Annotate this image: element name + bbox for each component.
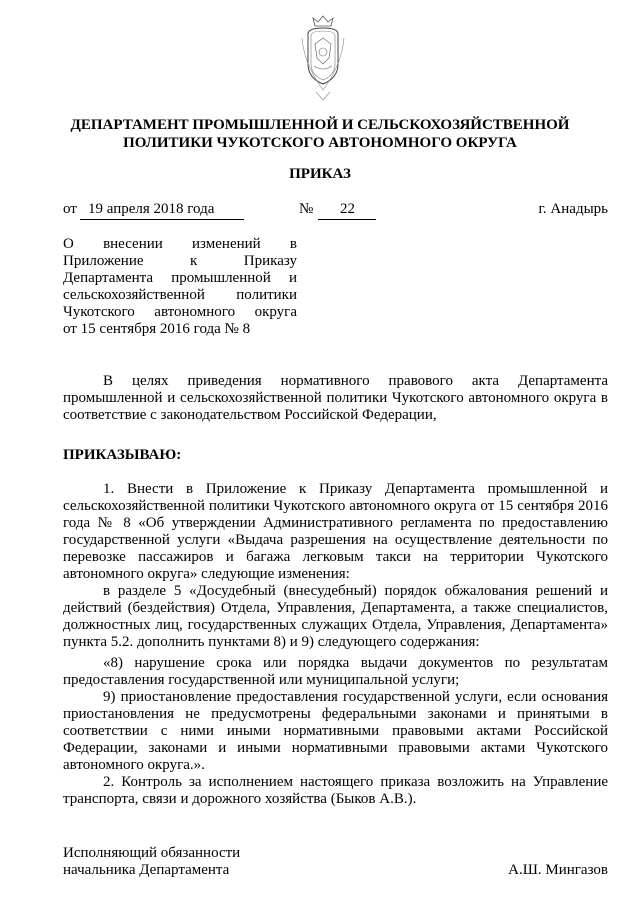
subject-line: сельскохозяйственной политики [63,287,297,303]
date-value: 19 апреля 2018 года [88,201,215,217]
order-item-1: 1. Внести в Приложение к Приказу Департамента промышленной и сельскохозяйственной политики Чукотского автономного округа от 15 сентября 2016 года № 8 «Об утверждении Административного регламента по предоставлению государственной услуги «Выдача разрешения на осуществление деятельности по перевозке пассажиров и багажа легковым такси на территории Чукотского автономного округа» следующие изменения: [63,481,608,582]
preamble-paragraph: В целях приведения нормативного правового акта Департамента промышленной и сельскохозяйственной политики Чукотского автономного округа в соответствие с законодательством Российской Федерации, [63,373,608,423]
document-subject [63,236,297,338]
department-title-line-1: ДЕПАРТАМЕНТ ПРОМЫШЛЕННОЙ И СЕЛЬСКОХОЗЯЙСТВЕННОЙ [70,117,570,133]
document-meta-row [0,201,640,221]
subject-line: от 15 сентября 2016 года № 8 [63,321,251,337]
date-prefix: от [63,201,77,217]
department-title [40,116,600,152]
department-title-line-2: ПОЛИТИКИ ЧУКОТСКОГО АВТОНОМНОГО ОКРУГА [123,135,517,151]
document-type-title: ПРИКАЗ [289,166,351,182]
coat-of-arms-emblem [298,14,348,102]
signatory-name: А.Ш. Мингазов [508,862,608,878]
number-value: 22 [340,201,355,217]
subject-line: Департамента промышленной и [63,270,297,286]
signatory-position [63,845,240,879]
subject-line: Приложение к Приказу [63,253,297,269]
number-field [318,201,376,220]
signatory-position-line-2: начальника Департамента [63,862,230,878]
added-item-8: «8) нарушение срока или порядка выдачи документов по результатам предоставления государственной или муниципальной услуги; [63,655,608,688]
date-field [80,201,244,220]
added-item-9: 9) приостановление предоставления государственной услуги, если основания приостановления не предусмотрены федеральными законами и принятыми в соответствии с ними иными нормативными правовыми актами Российской Федерации, законами и иными нормативными правовыми актами Чукотского автономного округа.». [63,689,608,773]
subject-line: Чукотского автономного округа [63,304,297,320]
order-item-2: 2. Контроль за исполнением настоящего приказа возложить на Управление транспорта, связи и дорожного хозяйства (Быков А.В.). [63,774,608,807]
number-label: № [299,201,314,217]
order-subsection: в разделе 5 «Досудебный (внесудебный) порядок обжалования решений и действий (бездействия) Отдела, Управления, Департамента, а также специалистов, должностных лиц, государственных служащих Отдела, Управления, Департамента» пункта 5.2. дополнить пунктами 8) и 9) следующего содержания: [63,583,608,650]
order-keyword: ПРИКАЗЫВАЮ: [63,447,182,463]
signatory-position-line-1: Исполняющий обязанности [63,845,241,861]
city: г. Анадырь [538,201,608,217]
subject-line: О внесении изменений в [63,236,297,252]
